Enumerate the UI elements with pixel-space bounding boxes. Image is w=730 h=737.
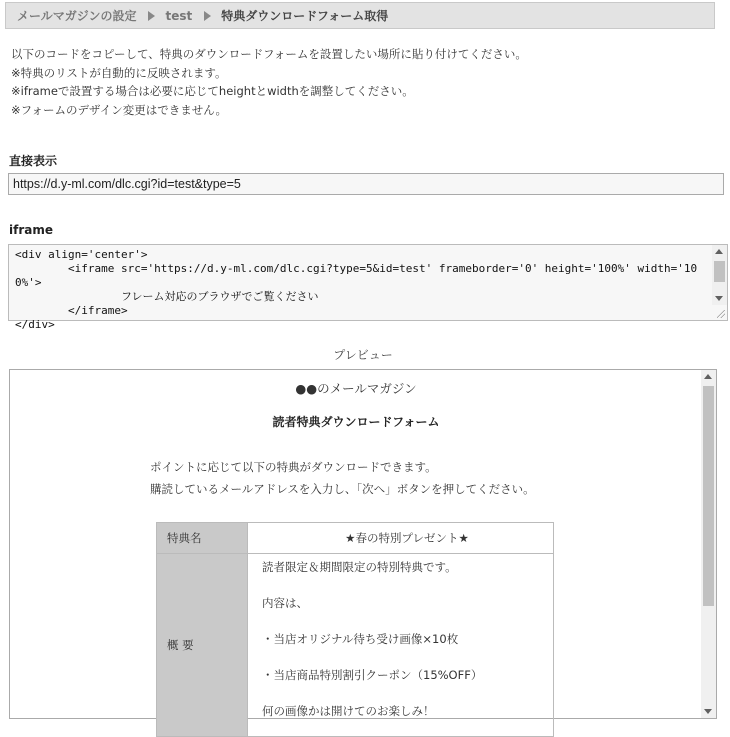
table-row xyxy=(157,523,554,554)
summary-line: 内容は、 xyxy=(262,596,308,610)
bonus-name-value: ★春の特別プレゼント★ xyxy=(248,523,554,554)
preview-frame xyxy=(9,369,717,719)
breadcrumb-current: 特典ダウンロードフォーム取得 xyxy=(221,9,389,23)
scroll-down-icon[interactable] xyxy=(704,709,712,714)
direct-display-label: 直接表示 xyxy=(9,154,58,168)
code-scrollbar[interactable] xyxy=(712,245,727,305)
bonus-summary-value xyxy=(248,554,554,737)
table-row xyxy=(157,554,554,737)
preview-scrollbar[interactable] xyxy=(701,370,716,718)
bonus-table xyxy=(156,522,554,737)
instruction-line: ※特典のリストが自動的に反映されます。 xyxy=(11,65,227,80)
iframe-code-textarea[interactable] xyxy=(8,244,728,331)
preview-label: プレビュー xyxy=(333,348,393,362)
description-line: 購読しているメールアドレスを入力し、「次へ」ボタンを押してください。 xyxy=(150,482,535,496)
summary-line: ・当店オリジナル待ち受け画像×10枚 xyxy=(262,632,459,646)
bonus-name-header: 特典名 xyxy=(157,523,248,554)
resize-grip-icon[interactable] xyxy=(717,310,725,318)
summary-line: 読者限定＆期間限定の特別特典です。 xyxy=(262,560,457,574)
scroll-up-icon[interactable] xyxy=(715,249,723,254)
instruction-line: 以下のコードをコピーして、特典のダウンロードフォームを設置したい場所に貼り付けてください。 xyxy=(11,47,527,61)
description-line: ポイントに応じて以下の特典がダウンロードできます。 xyxy=(150,460,437,474)
scrollbar-thumb[interactable] xyxy=(714,261,725,282)
bonus-summary-header: 概 要 xyxy=(157,554,248,737)
scrollbar-thumb[interactable] xyxy=(703,386,714,606)
instruction-line: ※フォームのデザイン変更はできません。 xyxy=(11,102,227,117)
breadcrumb-item-test[interactable]: test xyxy=(165,8,193,23)
magazine-title: ●●のメールマガジン xyxy=(295,381,417,396)
form-description xyxy=(150,456,535,500)
form-title: 読者特典ダウンロードフォーム xyxy=(272,415,440,429)
instructions xyxy=(11,45,527,119)
iframe-label: iframe xyxy=(9,223,53,237)
summary-line: 何の画像かは開けてのお楽しみ！ xyxy=(262,704,435,718)
direct-url-field[interactable]: https://d.y-ml.com/dlc.cgi?id=test&type=5 xyxy=(8,173,724,195)
scroll-down-icon[interactable] xyxy=(715,296,723,301)
breadcrumb-arrow-icon xyxy=(148,11,155,21)
breadcrumb-item-settings[interactable]: メールマガジンの設定 xyxy=(17,9,137,23)
instruction-line: ※iframeで設置する場合は必要に応じてheightとwidthを調整してください。 xyxy=(11,84,414,98)
breadcrumb-arrow-icon xyxy=(204,11,211,21)
breadcrumb xyxy=(5,2,715,29)
iframe-code: <div align='center'> <iframe src='https://d.y-ml.com/dlc.cgi?type=5&id=test' frameborder='0' height='100%' width='100%'> フレーム対応のブラウザでご覧ください </iframe> </div> xyxy=(15,248,698,331)
scroll-up-icon[interactable] xyxy=(704,374,712,379)
summary-line: ・当店商品特別割引クーポン（15%OFF） xyxy=(262,668,483,682)
